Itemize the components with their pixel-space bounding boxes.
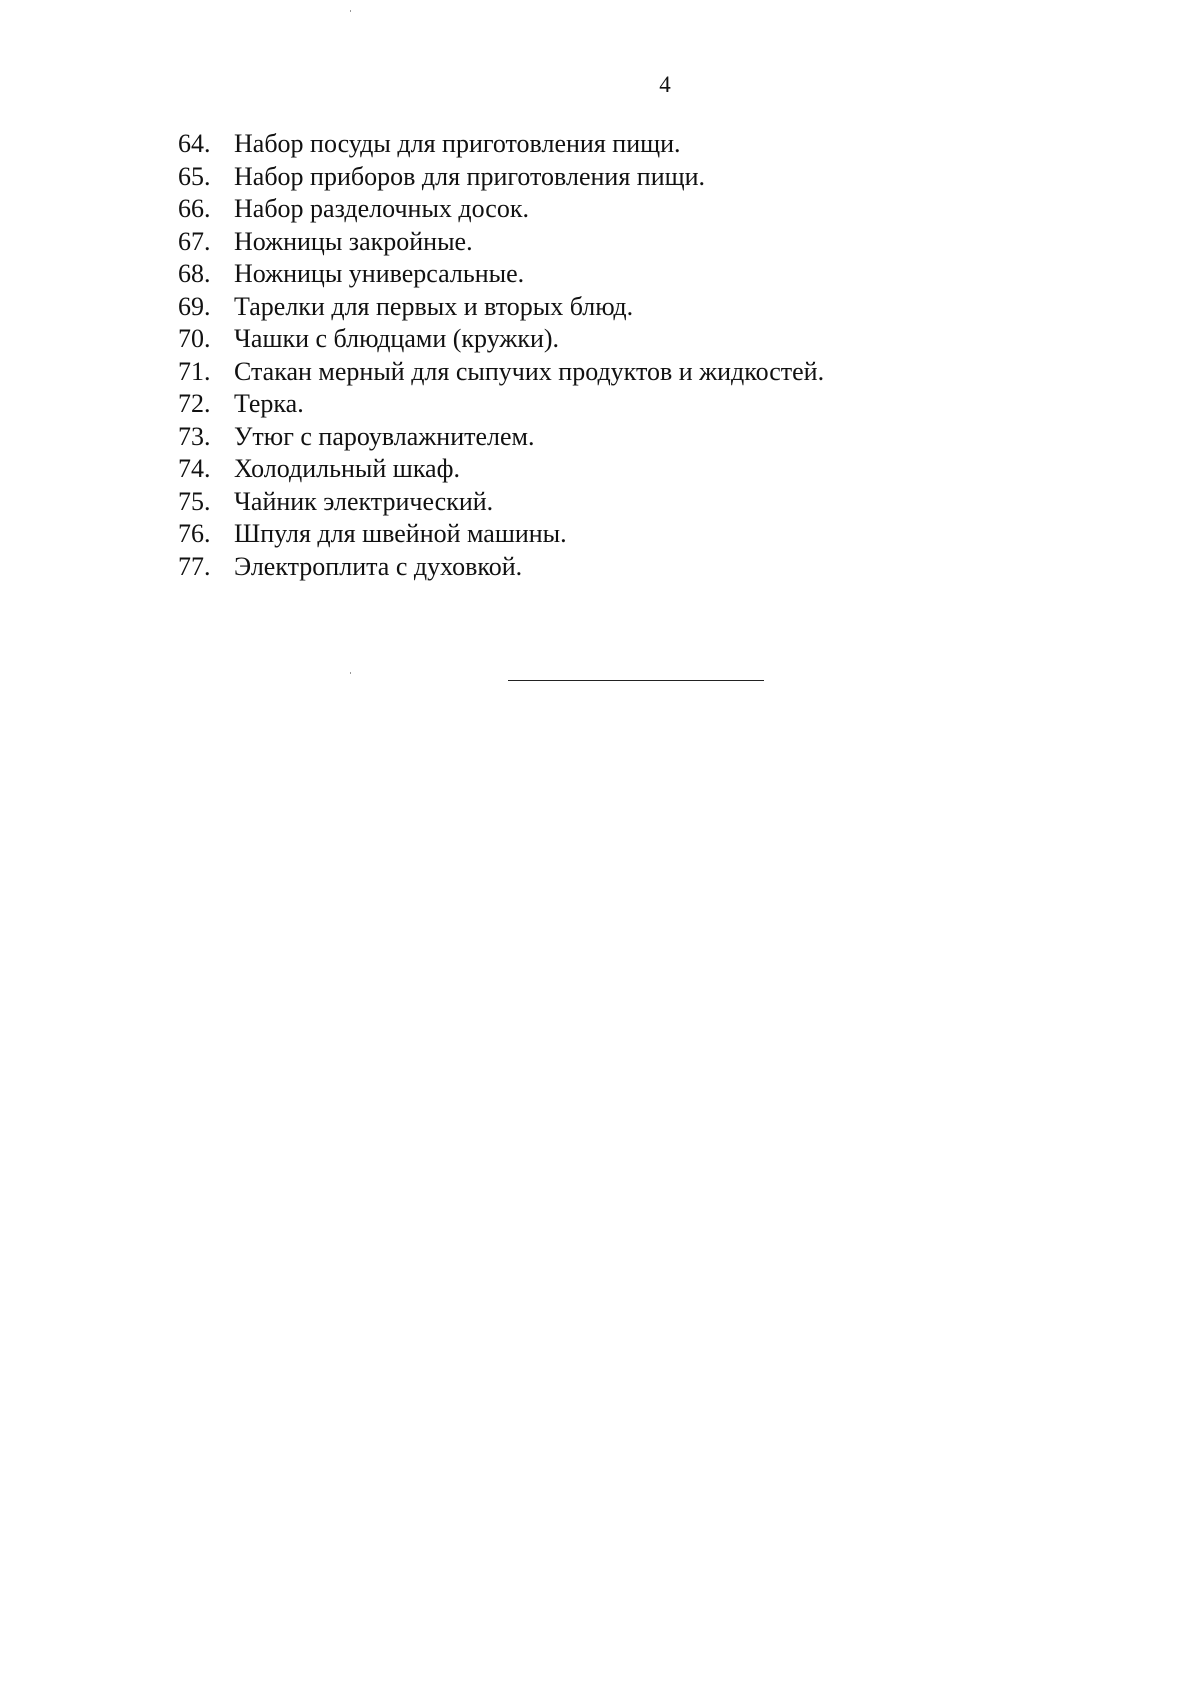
list-item <box>178 193 824 226</box>
item-text: Электроплита с духовкой. <box>234 551 523 581</box>
list-item <box>178 551 824 584</box>
scan-speck <box>350 672 351 674</box>
item-number: 64. <box>178 129 211 158</box>
list-item <box>178 356 824 389</box>
item-text: Утюг с пароувлажнителем. <box>234 421 535 451</box>
list-item <box>178 161 824 194</box>
item-number: 69. <box>178 291 211 321</box>
item-number: 66. <box>178 194 211 223</box>
item-number: 73. <box>178 421 211 451</box>
item-text: Набор приборов для приготовления пищи. <box>234 161 706 191</box>
list-item <box>178 486 824 519</box>
item-text: Чашки с блюдцами (кружки). <box>234 324 560 353</box>
list-item <box>178 323 824 356</box>
item-text: Тарелки для первых и вторых блюд. <box>234 291 634 321</box>
scan-speck <box>350 10 351 12</box>
item-number: 76. <box>178 519 211 548</box>
item-text: Набор посуды для приготовления пищи. <box>234 129 681 158</box>
item-text: Чайник электрический. <box>234 486 494 516</box>
item-number: 71. <box>178 356 211 386</box>
list-item <box>178 258 824 291</box>
item-number: 75. <box>178 486 211 516</box>
item-number: 77. <box>178 551 211 581</box>
item-number: 70. <box>178 324 211 353</box>
item-text: Ножницы универсальные. <box>234 259 525 288</box>
item-number: 65. <box>178 161 211 191</box>
item-text: Холодильный шкаф. <box>234 454 460 483</box>
list-item <box>178 518 824 551</box>
item-text: Ножницы закройные. <box>234 226 473 256</box>
page-number: 4 <box>659 72 671 97</box>
list-item <box>178 291 824 324</box>
item-text: Терка. <box>234 389 304 418</box>
list-item <box>178 226 824 259</box>
item-list <box>178 128 824 583</box>
list-item <box>178 453 824 486</box>
item-number: 74. <box>178 454 211 483</box>
item-text: Шпуля для швейной машины. <box>234 519 567 548</box>
end-of-document-rule <box>508 680 764 681</box>
list-item <box>178 128 824 161</box>
list-item <box>178 388 824 421</box>
item-number: 72. <box>178 389 211 418</box>
item-text: Стакан мерный для сыпучих продуктов и жидкостей. <box>234 356 825 386</box>
item-text: Набор разделочных досок. <box>234 194 529 223</box>
item-number: 68. <box>178 259 211 288</box>
list-item <box>178 421 824 454</box>
item-number: 67. <box>178 226 211 256</box>
